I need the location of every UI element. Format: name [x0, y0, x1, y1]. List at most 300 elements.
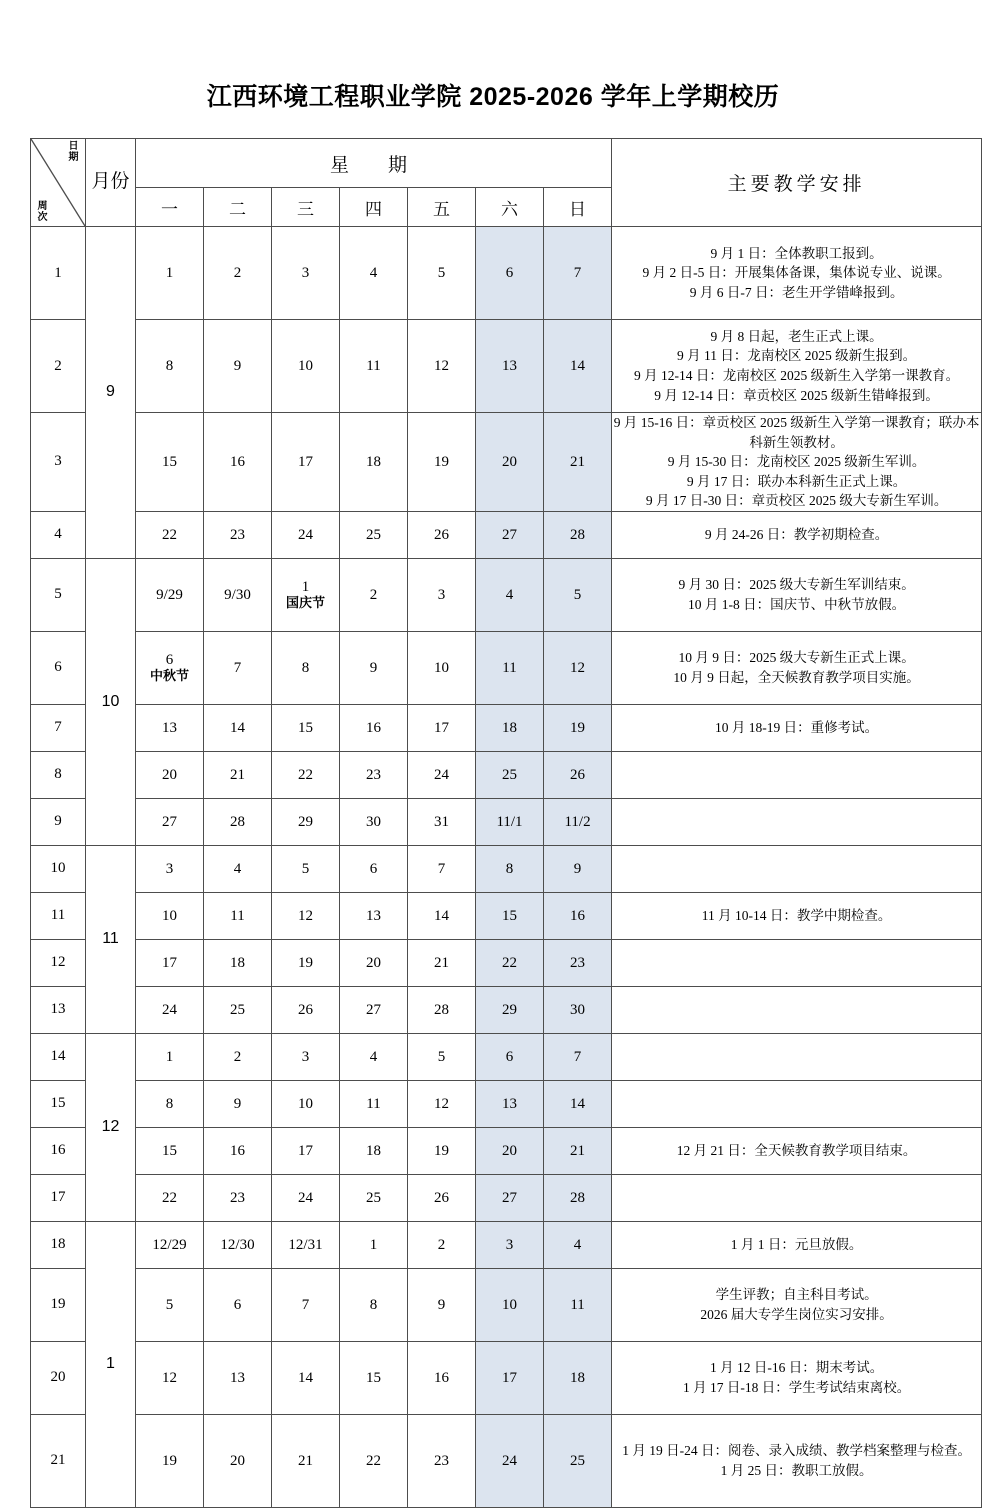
- day-number: 27: [502, 1189, 517, 1206]
- day-number: 4: [369, 264, 378, 281]
- day-number: 3: [301, 264, 310, 281]
- day-number: 2: [437, 1236, 446, 1253]
- day-number: 11: [230, 907, 245, 924]
- day-cell: [204, 631, 272, 704]
- day-cell: [476, 845, 544, 892]
- day-cell: [544, 1174, 612, 1221]
- day-number: 21: [570, 453, 586, 470]
- calendar-table-wrapper: [30, 138, 980, 1508]
- day-cell: [544, 1341, 612, 1414]
- day-cell: [408, 227, 476, 320]
- day-cell: [204, 1268, 272, 1341]
- table-row: [31, 320, 982, 413]
- day-cell: [272, 845, 340, 892]
- day-cell: [476, 751, 544, 798]
- day-number: 7: [233, 659, 242, 676]
- day-cell: [204, 413, 272, 512]
- day-number: 17: [502, 1369, 517, 1386]
- day-number: 24: [162, 1001, 177, 1018]
- day-cell: [544, 1127, 612, 1174]
- week-number-cell: 8: [31, 751, 86, 798]
- day-cell: [340, 939, 408, 986]
- day-number: 23: [230, 526, 245, 543]
- day-number: 3: [505, 1236, 514, 1253]
- day-number: 6: [505, 1048, 514, 1065]
- day-number: 12: [570, 659, 586, 676]
- day-number: 22: [162, 1189, 177, 1206]
- page-title: 江西环境工程职业学院 2025-2026 学年上学期校历: [206, 83, 780, 111]
- teaching-arrangement-cell: [612, 227, 982, 320]
- arrangement-line: 1 月 19 日-24 日：阅卷、录入成绩、教学档案整理与检查。: [622, 1443, 971, 1459]
- day-number: 20: [502, 453, 517, 470]
- day-number: 16: [230, 453, 245, 470]
- day-number: 15: [162, 453, 177, 470]
- month-cell: 1: [86, 1221, 136, 1507]
- day-cell: [272, 1414, 340, 1507]
- day-cell: [476, 1174, 544, 1221]
- day-cell: [136, 1033, 204, 1080]
- day-number: 25: [366, 526, 381, 543]
- day-cell: [544, 704, 612, 751]
- day-number: 3: [437, 586, 446, 603]
- day-number: 13: [502, 1095, 517, 1112]
- table-row: [31, 558, 982, 631]
- day-cell: [204, 320, 272, 413]
- day-number: 24: [298, 526, 313, 543]
- day-cell: [136, 1414, 204, 1507]
- day-cell: [408, 1341, 476, 1414]
- day-number: 15: [502, 907, 517, 924]
- day-cell: [408, 1080, 476, 1127]
- table-row: [31, 511, 982, 558]
- table-row: [31, 631, 982, 704]
- table-row: [31, 751, 982, 798]
- arrangement-line: 9 月 12-14 日：龙南校区 2025 级新生入学第一课教育。: [634, 368, 960, 383]
- day-cell: [136, 1341, 204, 1414]
- day-cell: [272, 1221, 340, 1268]
- day-cell: [340, 845, 408, 892]
- day-number: 18: [570, 1369, 586, 1386]
- week-number-cell: 20: [31, 1341, 86, 1414]
- weekday-header-sun: 日: [544, 188, 612, 227]
- teaching-arrangement-cell: [612, 751, 982, 798]
- week-number-cell: 7: [31, 704, 86, 751]
- day-cell: [204, 845, 272, 892]
- day-number: 6: [505, 264, 514, 281]
- day-number: 5: [301, 860, 310, 877]
- table-row: [31, 1080, 982, 1127]
- table-row: [31, 1174, 982, 1221]
- day-number: 8: [505, 860, 514, 877]
- day-cell: [340, 1174, 408, 1221]
- day-number: 8: [301, 659, 310, 676]
- day-number: 28: [570, 1189, 586, 1206]
- day-number: 25: [570, 1452, 586, 1469]
- day-number: 14: [570, 1095, 586, 1112]
- arrangement-line: 2026 届大专学生岗位实习安排。: [700, 1306, 893, 1322]
- day-number: 28: [434, 1001, 449, 1018]
- day-number: 22: [366, 1452, 381, 1469]
- day-cell: [544, 892, 612, 939]
- day-number: 11: [570, 1296, 585, 1313]
- day-cell: [204, 1174, 272, 1221]
- day-number: 8: [165, 1095, 174, 1112]
- day-number: 31: [434, 813, 449, 830]
- arrangement-line: 9 月 17 日：联办本科新生正式上课。: [686, 473, 907, 489]
- arrangement-line: 9 月 15-16 日：章贡校区 2025 级新生入学第一课教育；联办本科新生领教材。: [613, 415, 980, 450]
- day-cell: [272, 227, 340, 320]
- table-row: [31, 704, 982, 751]
- day-cell: [204, 1341, 272, 1414]
- day-cell: [272, 1268, 340, 1341]
- day-number: 22: [298, 766, 313, 783]
- day-cell: [272, 1033, 340, 1080]
- day-number: 6: [233, 1296, 242, 1313]
- day-cell: [272, 939, 340, 986]
- month-cell: 9: [86, 227, 136, 559]
- day-cell: [204, 227, 272, 320]
- day-number: 24: [502, 1452, 517, 1469]
- day-cell: [340, 1127, 408, 1174]
- day-cell: [476, 1033, 544, 1080]
- day-cell: [136, 704, 204, 751]
- day-cell: [476, 986, 544, 1033]
- day-number: 7: [573, 1048, 582, 1065]
- header-row-top: [31, 139, 982, 188]
- day-cell: [272, 1174, 340, 1221]
- day-cell: [408, 511, 476, 558]
- day-number: 20: [502, 1142, 517, 1159]
- teaching-arrangement-cell: [612, 939, 982, 986]
- day-number: 13: [230, 1369, 245, 1386]
- day-number: 4: [505, 586, 514, 603]
- day-cell: [408, 845, 476, 892]
- arrangement-line: 9 月 30 日：2025 级大专新生军训结束。: [678, 577, 915, 593]
- teaching-arrangement-cell: [612, 892, 982, 939]
- day-cell: [204, 558, 272, 631]
- arrangement-line: 10 月 9 日起，全天候教育教学项目实施。: [673, 669, 920, 685]
- day-number: 16: [434, 1369, 449, 1386]
- day-cell: [544, 1080, 612, 1127]
- day-cell: [476, 320, 544, 413]
- notes-column-header: 主要教学安排: [612, 139, 982, 227]
- day-cell: [544, 1268, 612, 1341]
- day-number: 10: [298, 1095, 313, 1112]
- day-cell: [408, 1174, 476, 1221]
- day-cell: [544, 939, 612, 986]
- day-cell: [544, 798, 612, 845]
- day-cell: [204, 1127, 272, 1174]
- day-cell: [408, 892, 476, 939]
- arrangement-line: 1 月 25 日：教职工放假。: [720, 1462, 873, 1478]
- day-cell: [408, 1414, 476, 1507]
- week-number-cell: 13: [31, 986, 86, 1033]
- day-number: 30: [366, 813, 381, 830]
- day-number: 15: [162, 1142, 177, 1159]
- day-cell: [340, 631, 408, 704]
- day-number: 4: [573, 1236, 582, 1253]
- day-number: 2: [233, 1048, 242, 1065]
- day-cell: [340, 511, 408, 558]
- week-number-cell: 18: [31, 1221, 86, 1268]
- day-cell: [544, 1414, 612, 1507]
- day-cell: [408, 1033, 476, 1080]
- day-cell: [408, 1127, 476, 1174]
- festival-label: 中秋节: [149, 668, 189, 684]
- day-number: 7: [301, 1296, 310, 1313]
- day-cell: [136, 1268, 204, 1341]
- day-cell: [272, 1341, 340, 1414]
- day-number: 30: [570, 1001, 586, 1018]
- day-number: 15: [298, 719, 313, 736]
- day-number: 19: [434, 453, 449, 470]
- arrangement-line: 10 月 9 日：2025 级大专新生正式上课。: [678, 650, 915, 666]
- table-row: [31, 1268, 982, 1341]
- day-cell: [204, 1221, 272, 1268]
- day-number: 2: [369, 586, 378, 603]
- day-number: 15: [366, 1369, 381, 1386]
- day-cell: [544, 845, 612, 892]
- day-cell: [476, 704, 544, 751]
- day-cell: [340, 413, 408, 512]
- teaching-arrangement-cell: [612, 1033, 982, 1080]
- weekday-group-header: 星 期: [136, 139, 612, 188]
- day-number: 25: [502, 766, 517, 783]
- day-number: 8: [165, 357, 174, 374]
- table-row: [31, 227, 982, 320]
- teaching-arrangement-cell: [612, 704, 982, 751]
- day-cell: [340, 1033, 408, 1080]
- arrangement-line: 9 月 6 日-7 日：老生开学错峰报到。: [689, 284, 904, 300]
- day-cell: [136, 845, 204, 892]
- table-row: [31, 1033, 982, 1080]
- table-row: [31, 892, 982, 939]
- day-number: 19: [434, 1142, 449, 1159]
- academic-calendar-table: [30, 138, 982, 1508]
- day-number: 9: [437, 1296, 446, 1313]
- day-cell: [476, 1414, 544, 1507]
- day-cell: [408, 1268, 476, 1341]
- day-number: 4: [369, 1048, 378, 1065]
- day-number: 27: [366, 1001, 381, 1018]
- weekday-header-tue: 二: [204, 188, 272, 227]
- arrangement-line: 11 月 10-14 日：教学中期检查。: [701, 908, 892, 924]
- arrangement-line: 9 月 17 日-30 日：章贡校区 2025 级大专新生军训。: [645, 493, 948, 509]
- day-number: 21: [230, 766, 245, 783]
- day-number: 11: [366, 357, 381, 374]
- day-cell: [408, 751, 476, 798]
- week-number-cell: 3: [31, 413, 86, 512]
- day-number: 13: [366, 907, 381, 924]
- day-number: 9: [369, 659, 378, 676]
- arrangement-line: 9 月 2 日-5 日：开展集体备课，集体说专业、说课。: [642, 265, 951, 281]
- day-cell: [544, 227, 612, 320]
- day-cell: [340, 892, 408, 939]
- day-number: 12: [434, 357, 449, 374]
- day-cell: [204, 1080, 272, 1127]
- day-number: 7: [437, 860, 446, 877]
- teaching-arrangement-cell: [612, 1221, 982, 1268]
- day-number: 27: [502, 526, 517, 543]
- day-number: 23: [570, 954, 586, 971]
- day-cell: [272, 413, 340, 512]
- day-number: 14: [570, 357, 586, 374]
- day-number: 11/1: [496, 813, 523, 830]
- day-number: 14: [230, 719, 245, 736]
- day-cell: [476, 1221, 544, 1268]
- week-number-cell: 2: [31, 320, 86, 413]
- month-cell: 11: [86, 845, 136, 1033]
- day-cell: [136, 511, 204, 558]
- day-number: 7: [573, 264, 582, 281]
- arrangement-line: 学生评教；自主科目考试。: [715, 1287, 878, 1303]
- teaching-arrangement-cell: [612, 631, 982, 704]
- day-number: 20: [162, 766, 177, 783]
- day-number: 19: [162, 1452, 177, 1469]
- weekday-header-sat: 六: [476, 188, 544, 227]
- teaching-arrangement-cell: [612, 1341, 982, 1414]
- arrangement-line: 1 月 12 日-16 日：期末考试。: [709, 1360, 884, 1376]
- day-number: 22: [162, 526, 177, 543]
- day-cell: [408, 413, 476, 512]
- day-cell: [204, 751, 272, 798]
- day-cell: [136, 1221, 204, 1268]
- day-number: 11: [502, 659, 517, 676]
- teaching-arrangement-cell: [612, 320, 982, 413]
- teaching-arrangement-cell: [612, 511, 982, 558]
- table-row: [31, 845, 982, 892]
- day-cell: [272, 511, 340, 558]
- day-cell: [408, 631, 476, 704]
- arrangement-line: 9 月 15-30 日：龙南校区 2025 级新生军训。: [667, 454, 926, 470]
- day-cell: [340, 798, 408, 845]
- day-cell: [204, 511, 272, 558]
- day-number: 9/29: [156, 586, 183, 603]
- arrangement-line: 12 月 21 日：全天候教育教学项目结束。: [676, 1143, 917, 1159]
- arrangement-line: 1 月 17 日-18 日：学生考试结束离校。: [682, 1379, 911, 1395]
- arrangement-line: 9 月 1 日：全体教职工报到。: [710, 245, 883, 261]
- day-cell: [204, 1033, 272, 1080]
- day-cell: [408, 1221, 476, 1268]
- day-cell: [476, 558, 544, 631]
- arrangement-line: 9 月 12-14 日：章贡校区 2025 级新生错峰报到。: [654, 387, 939, 403]
- table-row: [31, 939, 982, 986]
- day-number: 11: [366, 1095, 381, 1112]
- day-cell: [272, 751, 340, 798]
- table-row: [31, 1127, 982, 1174]
- table-row: [31, 1414, 982, 1507]
- month-cell: 10: [86, 558, 136, 845]
- day-cell: [136, 892, 204, 939]
- day-number: 19: [298, 954, 313, 971]
- day-cell: [272, 631, 340, 704]
- day-cell: [136, 939, 204, 986]
- day-cell: [476, 227, 544, 320]
- week-number-cell: 17: [31, 1174, 86, 1221]
- month-cell: 12: [86, 1033, 136, 1221]
- day-cell: [408, 798, 476, 845]
- arrangement-line: 1 月 1 日：元旦放假。: [730, 1237, 863, 1253]
- day-cell: [476, 1127, 544, 1174]
- day-number: 12: [162, 1369, 177, 1386]
- day-number: 25: [366, 1189, 381, 1206]
- day-cell: [476, 631, 544, 704]
- day-number: 1: [165, 264, 174, 281]
- weekday-header-fri: 五: [408, 188, 476, 227]
- day-number: 12/29: [152, 1236, 187, 1253]
- week-number-cell: 1: [31, 227, 86, 320]
- day-cell: [340, 1268, 408, 1341]
- day-number: 16: [570, 907, 586, 924]
- table-row: [31, 1221, 982, 1268]
- day-number: 26: [570, 766, 586, 783]
- day-cell: [136, 227, 204, 320]
- corner-header-cell: [31, 139, 86, 227]
- day-cell: [204, 704, 272, 751]
- day-number: 3: [301, 1048, 310, 1065]
- day-cell: [340, 1414, 408, 1507]
- day-cell: [136, 1174, 204, 1221]
- day-number: 9: [233, 357, 242, 374]
- day-cell: [544, 751, 612, 798]
- day-number: 27: [162, 813, 177, 830]
- day-cell: [136, 320, 204, 413]
- day-number: 8: [369, 1296, 378, 1313]
- day-cell: [340, 1221, 408, 1268]
- day-number: 1: [165, 1048, 174, 1065]
- table-row: [31, 986, 982, 1033]
- arrangement-line: 9 月 11 日：龙南校区 2025 级新生报到。: [677, 348, 917, 364]
- teaching-arrangement-cell: [612, 558, 982, 631]
- day-number: 6: [165, 652, 174, 669]
- day-number: 16: [230, 1142, 245, 1159]
- week-number-cell: 11: [31, 892, 86, 939]
- day-number: 21: [434, 954, 449, 971]
- arrangement-line: 10 月 1-8 日：国庆节、中秋节放假。: [688, 596, 906, 612]
- day-cell: [136, 631, 204, 704]
- day-number: 5: [437, 1048, 446, 1065]
- table-row: [31, 1341, 982, 1414]
- teaching-arrangement-cell: [612, 986, 982, 1033]
- day-cell: [340, 1341, 408, 1414]
- day-cell: [408, 558, 476, 631]
- day-number: 18: [366, 1142, 381, 1159]
- teaching-arrangement-cell: [612, 1127, 982, 1174]
- day-cell: [272, 1127, 340, 1174]
- day-cell: [204, 1414, 272, 1507]
- day-cell: [272, 986, 340, 1033]
- day-number: 17: [162, 954, 177, 971]
- festival-label: 国庆节: [285, 595, 325, 611]
- day-number: 21: [298, 1452, 313, 1469]
- day-cell: [136, 986, 204, 1033]
- arrangement-line: 9 月 8 日起，老生正式上课。: [710, 328, 883, 344]
- teaching-arrangement-cell: [612, 798, 982, 845]
- day-cell: [136, 1080, 204, 1127]
- day-cell: [476, 511, 544, 558]
- day-cell: [272, 892, 340, 939]
- arrangement-line: 10 月 18-19 日：重修考试。: [715, 720, 879, 736]
- week-number-cell: 10: [31, 845, 86, 892]
- day-number: 9: [233, 1095, 242, 1112]
- day-cell: [476, 892, 544, 939]
- day-number: 22: [502, 954, 517, 971]
- month-column-header: 月份: [86, 139, 136, 227]
- day-cell: [204, 892, 272, 939]
- day-cell: [544, 986, 612, 1033]
- table-row: [31, 413, 982, 512]
- day-cell: [340, 320, 408, 413]
